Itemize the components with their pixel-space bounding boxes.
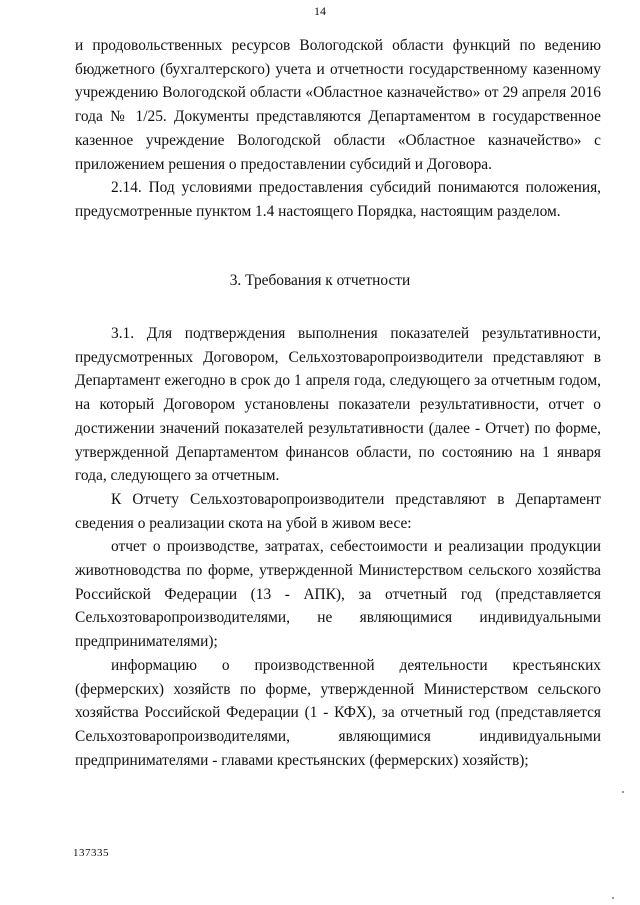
scan-artifact-mark [612, 897, 614, 899]
paragraph-report-intro: К Отчету Сельхозтоваропроизводители представляют в Департамент сведения о реализации скота на убой в живом весе: [75, 490, 601, 532]
section-heading: 3. Требования к отчетности [229, 272, 411, 289]
paragraph-continuation: и продовольственных ресурсов Вологодской области функций по ведению бюджетного (бухгалтерского) учета и отчетности государственному казенному учреждению Вологодской области «Областное казначейство» от 29 апреля 2016 года № 1/25. Документы представляются Департаментом в государственное казенное учреждение Вологодской области «Областное казначейство» с приложением решения о предоставлении субсидий и Договора. [75, 37, 601, 173]
text-block-top [75, 34, 601, 224]
paragraph-report-13apk: отчет о производстве, затратах, себестоимости и реализации продукции животноводства по форме, утвержденной Министерством сельского хозяйства Российской Федерации (13 - АПК), за отчетный год (представляется Сельхозтоваропроизводителями, не являющимися индивидуальными предпринимателями); [75, 538, 601, 651]
paragraph-3-1: 3.1. Для подтверждения выполнения показателей результативности, предусмотренных Договором, Сельхозтоваропроизводители представляют в Департамент ежегодно в срок до 1 апреля года, следующего за отчетным годом, на который Договором установлены показатели результативности, отчет о достижении значений показателей результативности (далее - Отчет) по форме, утвержденной Департаментом финансов области, по состоянию на 1 января года, следующего за отчетным. [75, 325, 601, 485]
paragraph-2-14: 2.14. Под условиями предоставления субсидий понимаются положения, предусмотренные пунктом 1.4 настоящего Порядка, настоящим разделом. [75, 179, 601, 220]
scan-artifact-mark [622, 791, 624, 793]
text-block-section-3 [75, 322, 601, 772]
paragraph-report-1kfh: информацию о производственной деятельности крестьянских (фермерских) хозяйств по форме, утвержденной Министерством сельского хозяйства Российской Федерации (1 - КФХ), за отчетный год (представляется Сельхозтоваропроизводителями, являющимися индивидуальными предпринимателями - главами крестьянских (фермерских) хозяйств); [75, 656, 601, 769]
document-code: 137335 [73, 847, 109, 859]
page-number: 14 [314, 4, 326, 18]
